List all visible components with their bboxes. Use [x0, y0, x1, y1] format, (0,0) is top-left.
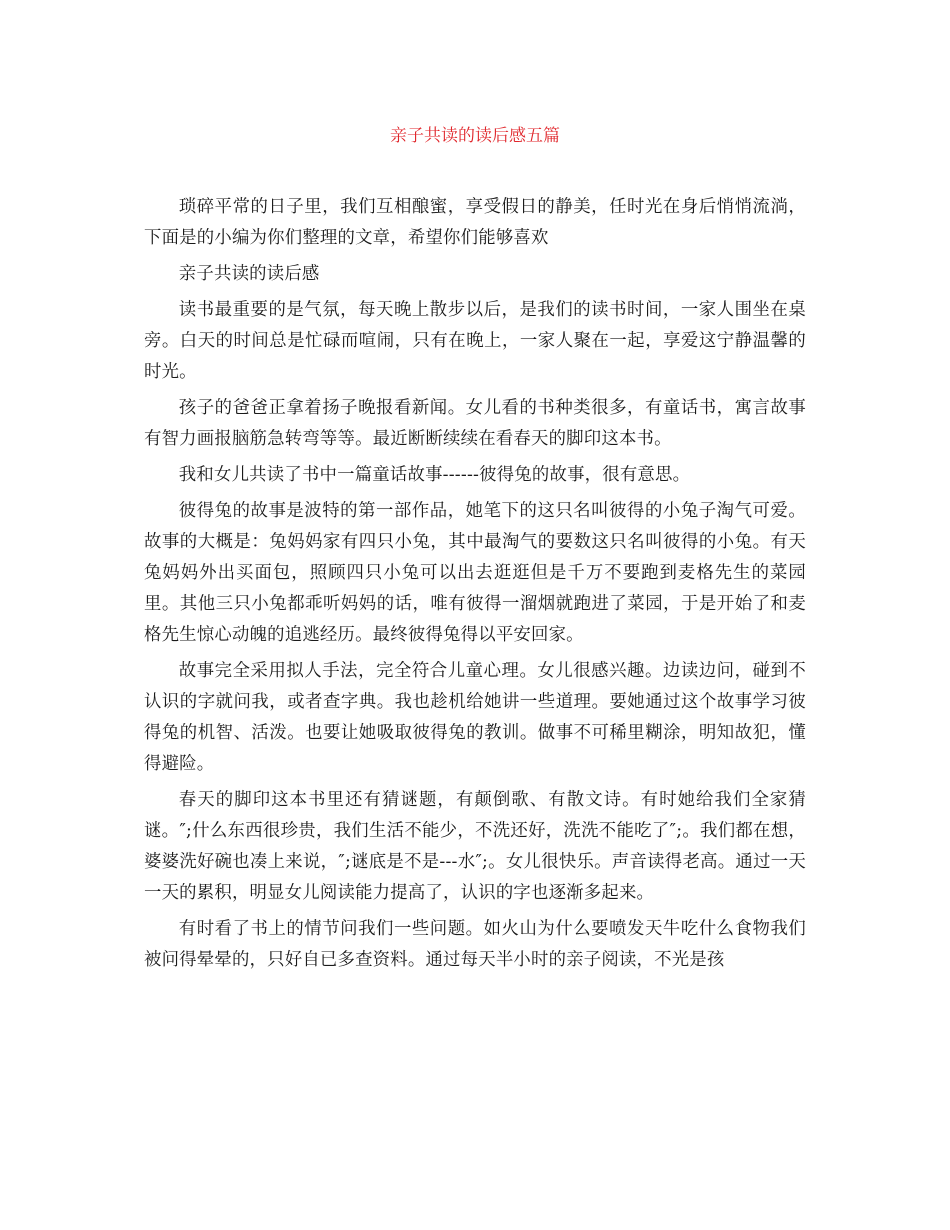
paragraph: 有时看了书上的情节问我们一些问题。如火山为什么要喷发天牛吃什么食物我们被问得晕晕的，只好自已多查资料。通过每天半小时的亲子阅读，不光是孩	[144, 919, 806, 970]
paragraph: 故事完全采用拟人手法，完全符合儿童心理。女儿很感兴趣。边读边问，碰到不认识的字就问我，或者查字典。我也趁机给她讲一些道理。要她通过这个故事学习彼得兔的机智、活泼。也要让她吸取彼得兔的教训。做事不可稀里糊涂，明知故犯，懂得避险。	[144, 661, 806, 774]
document-title: 亲子共读的读后感五篇	[390, 126, 560, 146]
paragraph: 我和女儿共读了书中一篇童话故事------彼得兔的故事，很有意思。	[178, 465, 691, 485]
paragraph: 读书最重要的是气氛，每天晚上散步以后，是我们的读书时间，一家人围坐在桌旁。白天的时间总是忙碌而喧闹，只有在晚上，一家人聚在一起，享爱这宁静温馨的时光。	[144, 300, 806, 382]
document-body	[144, 192, 806, 981]
paragraph-intro: 琐碎平常的日子里，我们互相酿蜜，享受假日的静美，任时光在身后悄悄流淌，下面是的小编为你们整理的文章，希望你们能够喜欢	[144, 197, 806, 248]
paragraph: 彼得兔的故事是波特的第一部作品，她笔下的这只名叫彼得的小兔子淘气可爱。故事的大概是：兔妈妈家有四只小兔，其中最淘气的要数这只名叫彼得的小兔。有天兔妈妈外出买面包，照顾四只小兔可以出去逛逛但是千万不要跑到麦格先生的菜园里。其他三只小兔都乖听妈妈的话，唯有彼得一溜烟就跑进了菜园，于是开始了和麦格先生惊心动魄的追逃经历。最终彼得兔得以平安回家。	[144, 501, 806, 645]
paragraph-subtitle: 亲子共读的读后感	[178, 264, 320, 284]
paragraph: 孩子的爸爸正拿着扬子晚报看新闻。女儿看的书种类很多，有童话书，寓言故事有智力画报脑筋急转弯等等。最近断断续续在看春天的脚印这本书。	[144, 398, 806, 449]
paragraph: 春天的脚印这本书里还有猜谜题，有颠倒歌、有散文诗。有时她给我们全家猜谜。″;什么东西很珍贵，我们生活不能少，不洗还好，洗洗不能吃了″;。我们都在想，婆婆洗好碗也凑上来说，″;谜底是不是---水″;。女儿很快乐。声音读得老高。通过一天一天的累积，明显女儿阅读能力提高了，认识的字也逐渐多起来。	[144, 790, 806, 903]
